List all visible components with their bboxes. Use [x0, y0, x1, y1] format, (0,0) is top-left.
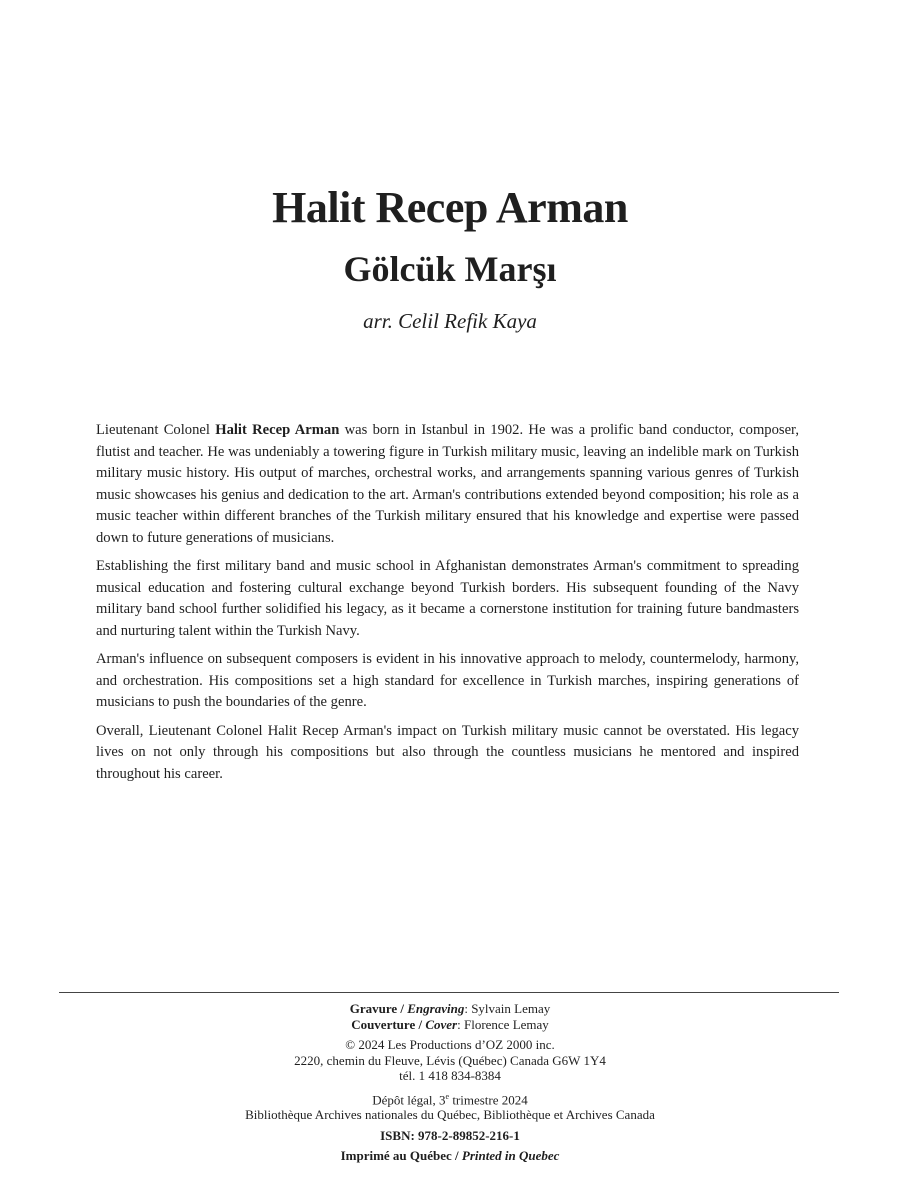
libraries: Bibliothèque Archives nationales du Québec, Bibliothèque et Archives Canada [245, 1107, 655, 1123]
bio-p1-rest: was born in Istanbul in 1902. He was a prolific band conductor, composer, flutist and teacher. He was undeniably a towering figure in Turkish military music, leaving an indelible mark on Turkish military music history. His output of marches, orchestral works, and arrangements spanning various genres of Turkish music showcases his genius and dedication to the art. Arman's contributions extended beyond composition; his role as a music teacher within different branches of the Turkish military ensured that his knowledge and expertise were passed down to future generations of musicians. [96, 422, 799, 546]
depot-prefix: Dépôt légal, 3 [372, 1091, 446, 1107]
publisher-phone: tél. 1 418 834-8384 [399, 1068, 501, 1083]
printed-in [0, 1148, 900, 1164]
cover-label-fr: Couverture / [351, 1016, 426, 1032]
publication-footer [0, 1001, 900, 1164]
bio-paragraph-3: Arman's influence on subsequent composers is evident in his innovative approach to melody, countermelody, harmony, and orchestration. His compositions set a high standard for excellence in Turkish marches, inspiring generations of musicians to push the boundaries of the genre. [96, 651, 799, 710]
engraving-name: : Sylvain Lemay [464, 1001, 551, 1016]
printed-fr: Imprimé au Québec / [340, 1148, 462, 1164]
bio-p1-prefix: Lieutenant Colonel [96, 422, 216, 438]
title-block [0, 178, 900, 336]
publisher-address: 2220, chemin du Fleuve, Lévis (Québec) Canada G6W 1Y4 [294, 1052, 606, 1068]
cover-label-en: Cover [425, 1016, 458, 1032]
depot-superscript: e [445, 1091, 450, 1101]
work-title: Gölcük Marşı [343, 249, 557, 289]
engraving-label-en: Engraving [407, 1001, 465, 1016]
cover-credit [0, 1017, 900, 1033]
cover-name: : Florence Lemay [457, 1016, 549, 1032]
bio-composer-name: Halit Recep Arman [215, 422, 340, 438]
legal-deposit [0, 1089, 900, 1108]
engraving-label-fr: Gravure / [349, 1001, 408, 1016]
engraving-credit [0, 1001, 900, 1017]
printed-en: Printed in Quebec [461, 1148, 560, 1164]
composer-name: Halit Recep Arman [272, 183, 628, 232]
copyright: © 2024 Les Productions d’OZ 2000 inc. [345, 1037, 555, 1052]
bio-paragraph-1 [96, 420, 799, 549]
bio-paragraph-2: Establishing the first military band and music school in Afghanistan demonstrates Arman's commitment to spreading musical education and fostering cultural exchange beyond Turkish borders. His subsequent founding of the Navy military band school further solidified his legacy, as it became a cornerstone institution for training future bandmasters and nurturing talent within the Turkish Navy. [96, 558, 799, 639]
arranger-credit: arr. Celil Refik Kaya [363, 309, 537, 333]
biography [96, 420, 799, 792]
isbn: ISBN: 978-2-89852-216-1 [380, 1127, 520, 1143]
bio-paragraph-4: Overall, Lieutenant Colonel Halit Recep Arman's impact on Turkish military music cannot be overstated. His legacy lives on not only through his compositions but also through the countless musicians he mentored and inspired throughout his career. [96, 722, 799, 782]
depot-suffix: trimestre 2024 [449, 1091, 528, 1107]
footer-divider [59, 992, 839, 993]
